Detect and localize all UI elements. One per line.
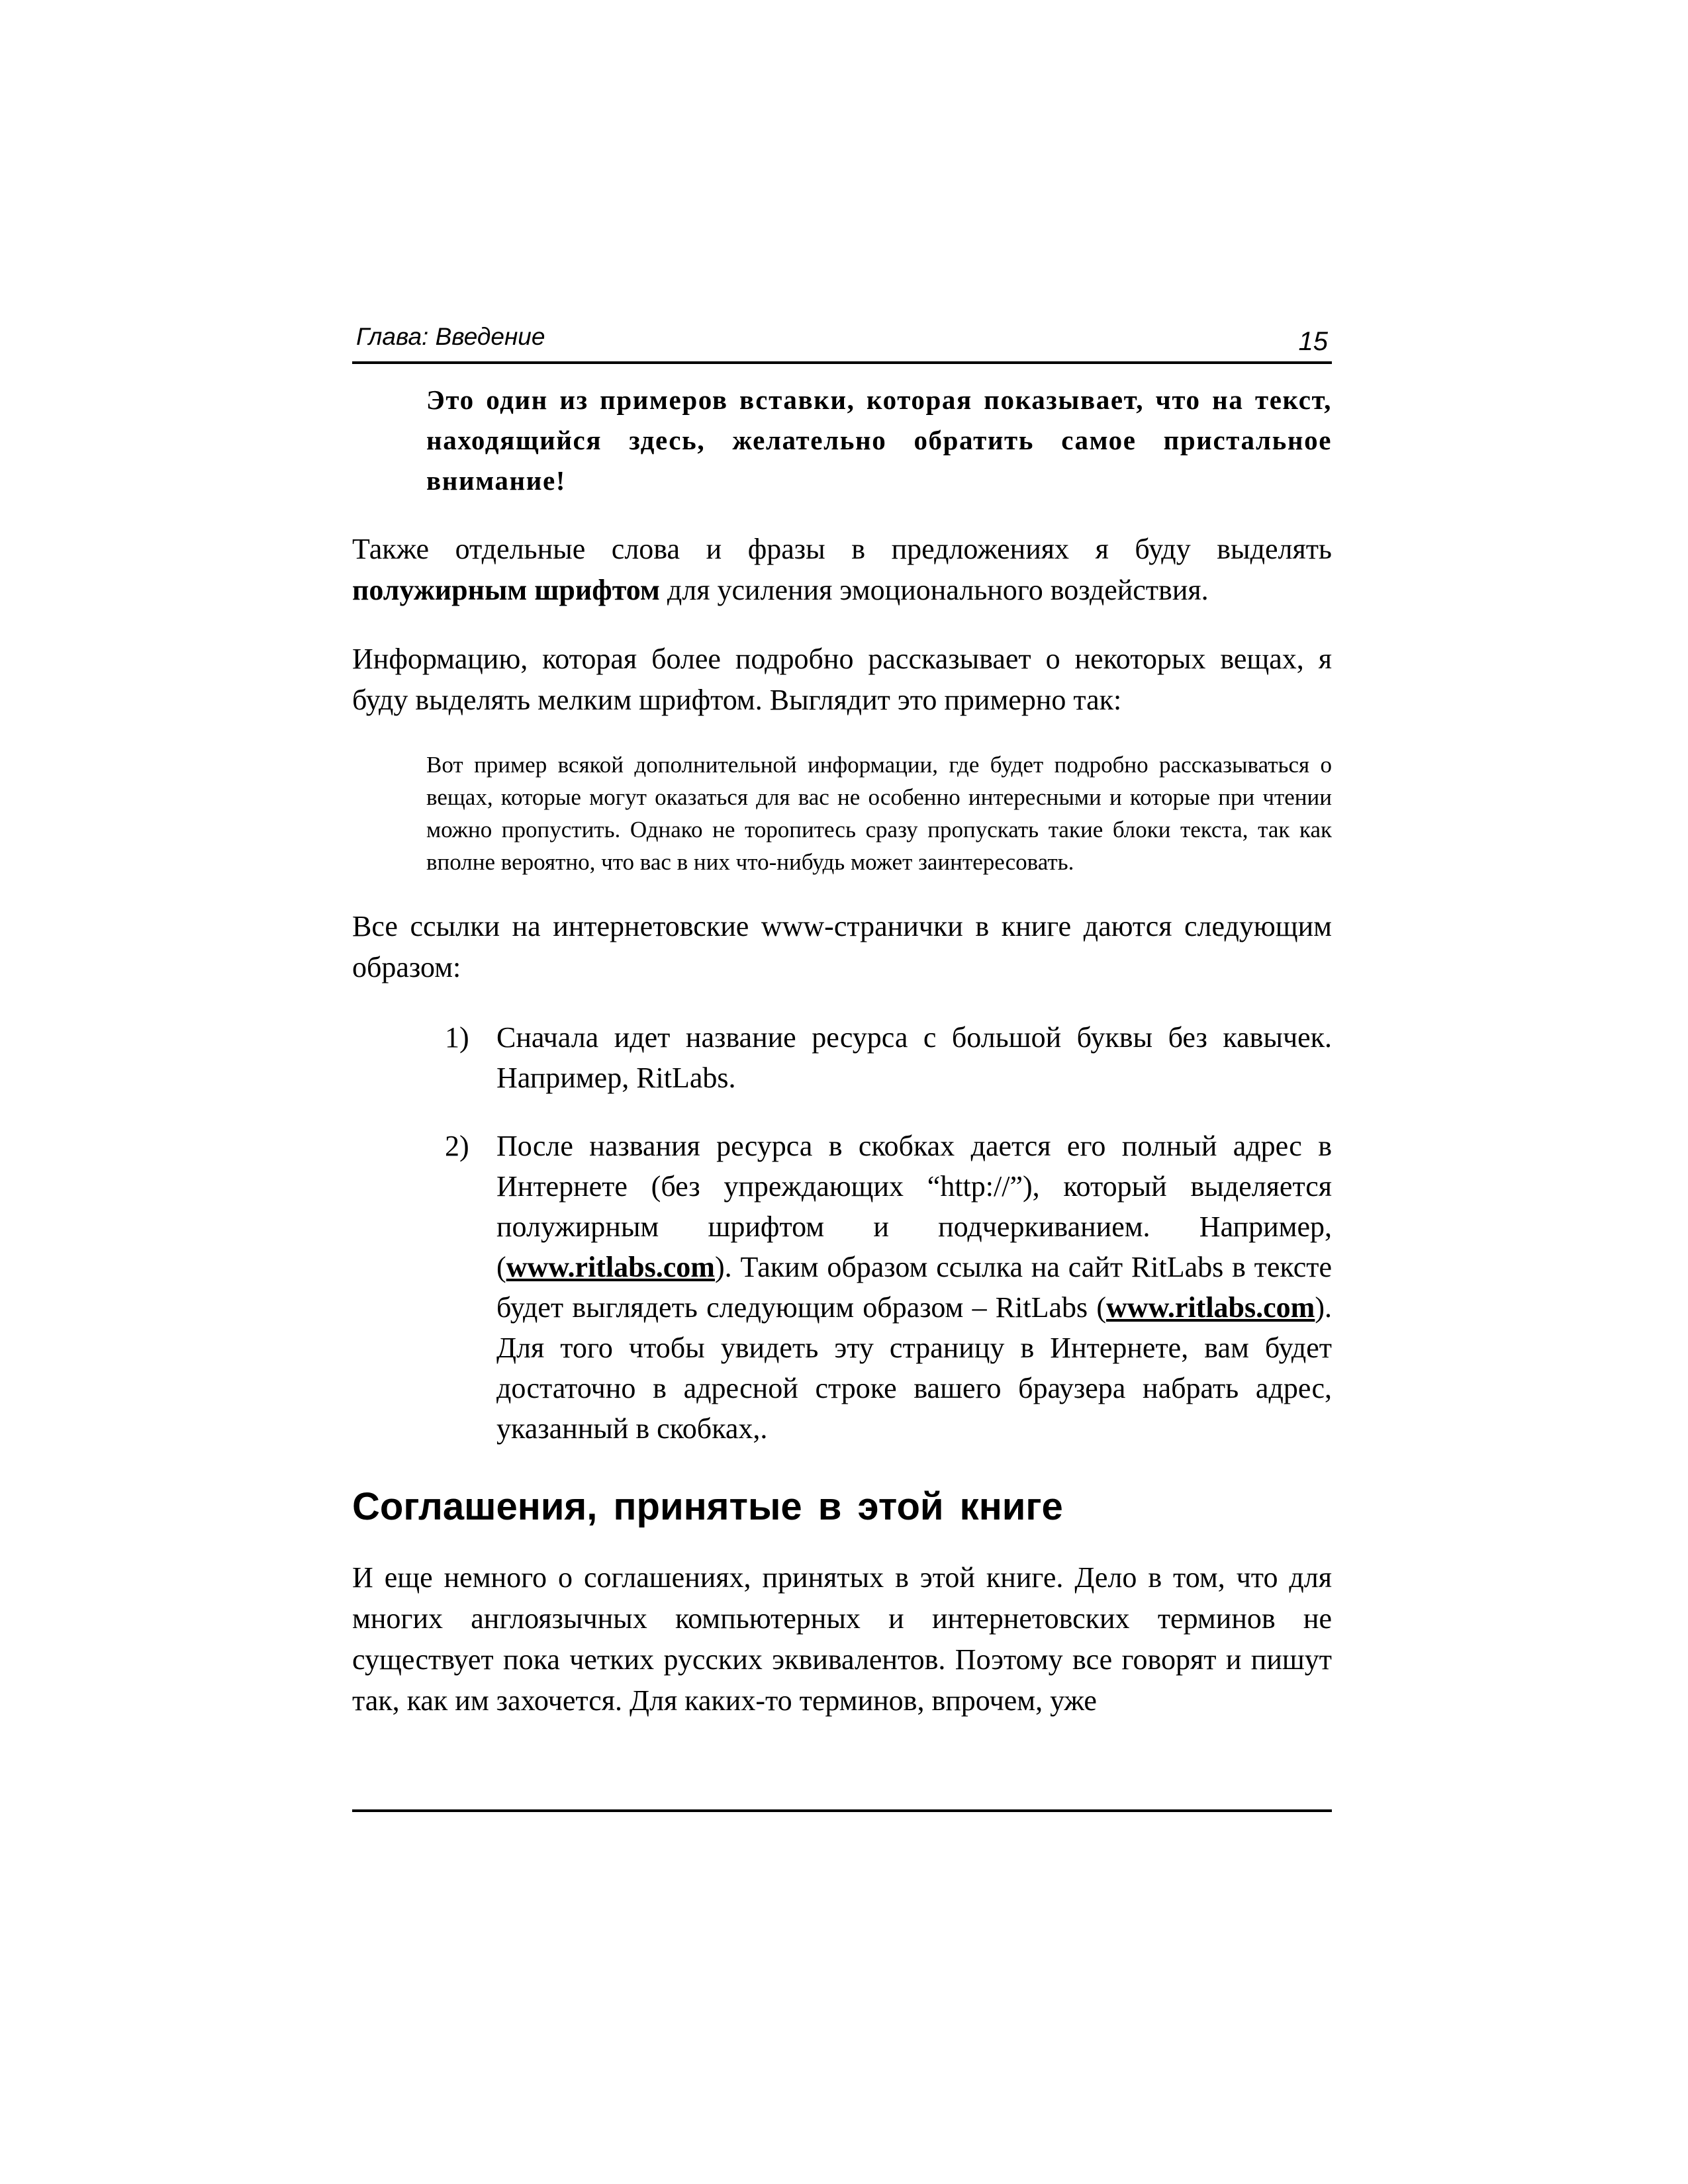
- list-item-text: Сначала идет название ресурса с большой буквы без кавычек. Например, RitLabs.: [496, 1021, 1332, 1094]
- chapter-title: Глава: Введение: [356, 323, 545, 350]
- list-item-text: После названия ресурса в скобках дается его полный адрес в Интернете (без упреждающих “http://”), который выделяется полужирным шрифтом и подчеркиванием. Например, (: [496, 1130, 1332, 1283]
- numbered-list: [445, 1017, 1332, 1449]
- list-item: [445, 1017, 1332, 1098]
- bold-phrase: полужирным шрифтом: [352, 574, 660, 606]
- paragraph-bold-font: [352, 529, 1332, 611]
- url-link[interactable]: www.ritlabs.com: [506, 1251, 715, 1283]
- list-number: 1): [445, 1021, 469, 1054]
- paragraph-small-font: Информацию, которая более подробно рассказывает о некоторых вещах, я буду выделять мелким шрифтом. Выглядит это примерно так:: [352, 643, 1332, 716]
- footer-rule: [352, 1809, 1332, 1812]
- paragraph-links: Все ссылки на интернетовские www-странички в книге даются следующим образом:: [352, 910, 1332, 983]
- running-header: [352, 314, 1332, 364]
- book-page: [352, 314, 1332, 1721]
- list-item-text: ). Таким образом ссылка на сайт RitLabs в тексте будет выглядеть следующим образом – RitLabs (: [496, 1251, 1332, 1324]
- section-heading: Соглашения, принятые в этой книге: [352, 1485, 1063, 1528]
- emphasis-callout: Это один из примеров вставки, которая показывает, что на текст, находящийся здесь, желательно обратить самое пристальное внимание!: [426, 385, 1332, 496]
- list-item: [445, 1126, 1332, 1449]
- page-number: 15: [1298, 327, 1328, 356]
- list-item-text: ). Для того чтобы увидеть эту страницу в Интернете, вам будет достаточно в адресной строке вашего браузера набрать адрес, указанный в скобках,.: [496, 1291, 1332, 1445]
- list-number: 2): [445, 1130, 469, 1162]
- paragraph-text: Также отдельные слова и фразы в предложениях я буду выделять: [352, 533, 1332, 565]
- url-link[interactable]: www.ritlabs.com: [1106, 1291, 1315, 1324]
- paragraph-conventions: И еще немного о соглашениях, принятых в этой книге. Дело в том, что для многих англоязычных компьютерных и интернетовских терминов не существует пока четких русских эквивалентов. Поэтому все говорят и пишут так, как им захочется. Для каких-то терминов, впрочем, уже: [352, 1561, 1332, 1717]
- small-print-block: Вот пример всякой дополнительной информации, где будет подробно рассказываться о вещах, которые могут оказаться для вас не особенно интересными и которые при чтении можно пропустить. Однако не торопитесь сразу пропускать такие блоки текста, так как вполне вероятно, что вас в них что-нибудь может заинтересовать.: [426, 752, 1332, 875]
- paragraph-text: для усиления эмоционального воздействия.: [659, 574, 1209, 606]
